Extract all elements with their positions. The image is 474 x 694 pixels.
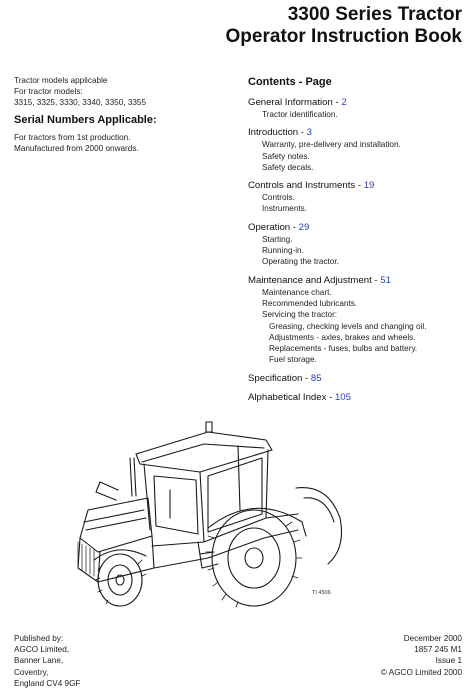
publisher-line: Published by:	[14, 634, 64, 643]
section-item: Maintenance chart.	[262, 287, 332, 297]
applicability-info	[14, 75, 229, 154]
contents-section	[248, 96, 468, 120]
section-title: Introduction -	[248, 127, 307, 139]
section-item: Safety decals.	[262, 162, 314, 172]
title-block	[226, 4, 462, 48]
section-heading	[248, 96, 468, 109]
section-heading	[248, 391, 468, 404]
section-subitem: Greasing, checking levels and changing oil.	[269, 321, 427, 331]
serial-line: For tractors from 1st production.	[14, 133, 131, 142]
contents-sections	[248, 96, 468, 404]
section-title: Specification -	[248, 372, 311, 384]
section-subitem: Replacements - fuses, bulbs and battery.	[269, 344, 418, 354]
tractor-illustration	[58, 418, 358, 608]
section-page-number: 19	[363, 180, 375, 192]
section-heading	[248, 126, 468, 139]
issue-line: © AGCO Limited 2000	[380, 667, 462, 677]
intro-line: Tractor models applicable	[14, 76, 108, 85]
section-item: Safety notes.	[262, 151, 310, 161]
section-item: Operating the tractor.	[262, 257, 339, 267]
intro-line: For tractor models:	[14, 87, 83, 96]
section-subitem: Fuel storage.	[269, 355, 317, 365]
section-heading	[248, 179, 468, 192]
section-title: Alphabetical Index -	[248, 391, 335, 403]
section-item: Controls.	[262, 193, 295, 203]
section-title: Operation -	[248, 221, 299, 233]
section-page-number: 85	[310, 372, 322, 384]
section-heading	[248, 221, 468, 234]
contents-list	[248, 75, 468, 410]
section-page-number: 3	[306, 127, 313, 139]
issue-info	[381, 633, 462, 678]
issue-line: Issue 1	[435, 656, 462, 666]
issue-line: December 2000	[403, 634, 462, 643]
figure-code: TI 4506	[312, 590, 331, 596]
tractor-line-drawing-icon	[78, 422, 342, 607]
contents-section	[248, 274, 468, 366]
serial-numbers-heading: Serial Numbers Applicable:	[14, 114, 157, 126]
section-item: Recommended lubricants.	[262, 298, 358, 308]
section-heading	[248, 274, 468, 287]
serial-line: Manufactured from 2000 onwards.	[14, 144, 139, 153]
section-title: Controls and Instruments -	[248, 180, 364, 192]
publisher-line: England CV4 9GF	[14, 678, 81, 688]
title-line-2: Operator Instruction Book	[225, 26, 462, 47]
section-page-number: 105	[334, 391, 351, 403]
section-item: Starting.	[262, 234, 293, 244]
section-item: Warranty, pre-delivery and installation.	[262, 140, 401, 150]
section-item: Tractor identification.	[262, 110, 338, 119]
section-page-number: 2	[341, 97, 347, 108]
section-page-number: 51	[380, 274, 391, 286]
publisher-info	[14, 633, 80, 689]
contents-section	[248, 126, 468, 173]
publisher-line: Banner Lane,	[14, 656, 64, 666]
issue-line: 1857 245 M1	[414, 645, 462, 655]
contents-section	[248, 372, 468, 385]
publisher-line: AGCO Limited,	[14, 645, 70, 655]
intro-line: 3315, 3325, 3330, 3340, 3350, 3355	[14, 98, 147, 107]
contents-section	[248, 221, 468, 268]
section-item: Servicing the tractor:	[262, 310, 338, 320]
publisher-line: Coventry,	[14, 667, 49, 677]
section-item: Instruments.	[262, 204, 308, 214]
contents-section	[248, 179, 468, 215]
section-title: General Information -	[248, 97, 342, 108]
section-item: Running-in.	[262, 246, 304, 256]
title-line-1: 3300 Series Tractor	[287, 4, 462, 25]
section-page-number: 29	[298, 221, 310, 233]
contents-section	[248, 391, 468, 404]
section-title: Maintenance and Adjustment -	[248, 274, 381, 286]
section-subitem: Adjustments - axles, brakes and wheels.	[269, 332, 416, 342]
contents-title: Contents - Page	[248, 76, 332, 88]
section-heading	[248, 372, 468, 385]
